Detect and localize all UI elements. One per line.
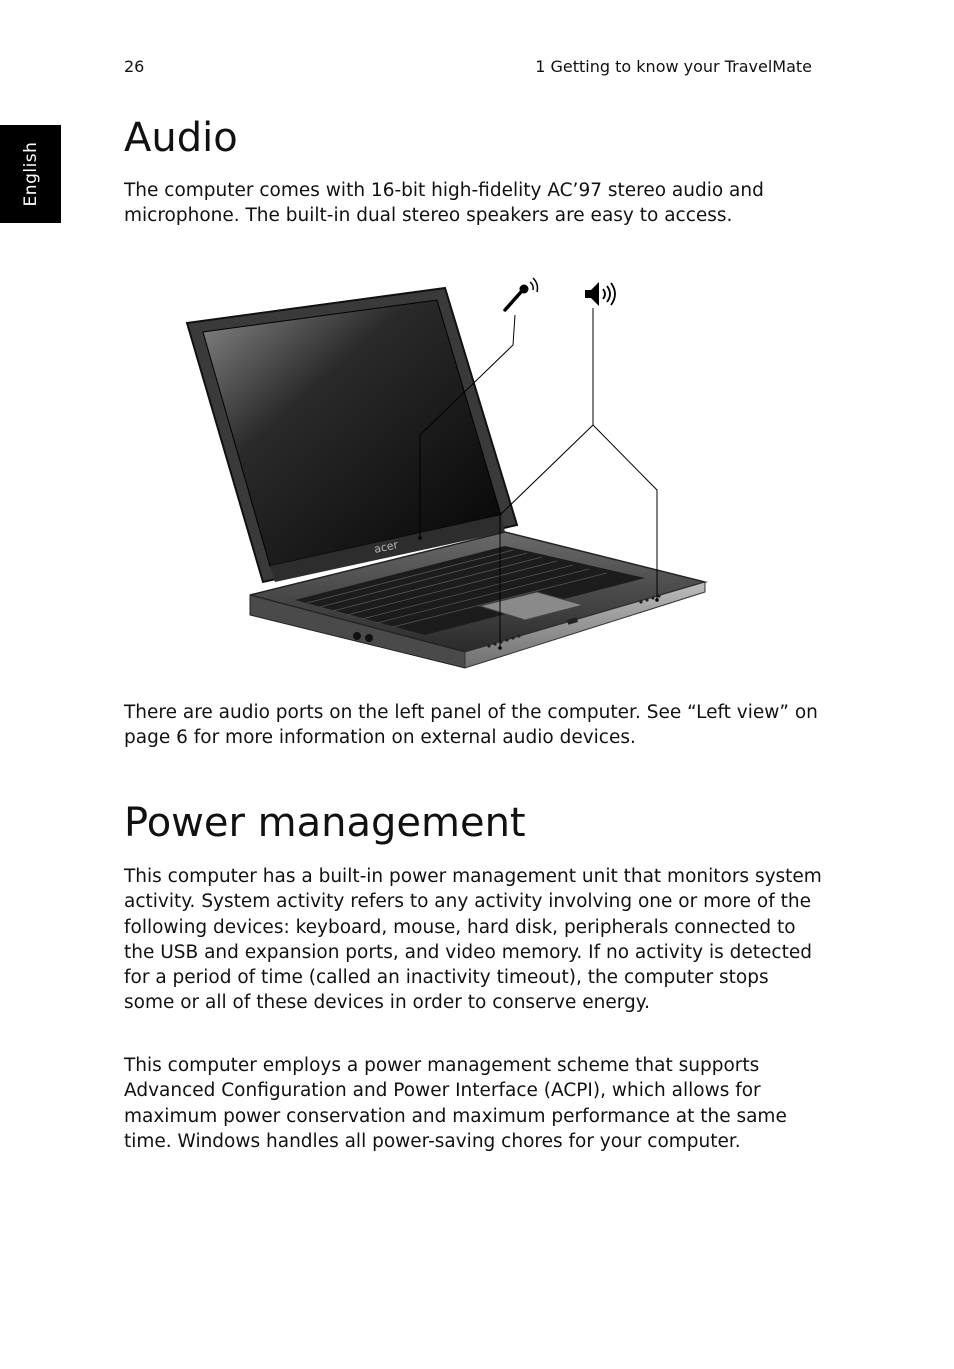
audio-ports-paragraph: There are audio ports on the left panel of the computer. See “Left view” on page 6 for more information on external audio devices.	[124, 702, 818, 749]
audio-heading: Audio	[124, 115, 238, 161]
language-tab	[0, 125, 61, 223]
microphone-icon	[505, 278, 538, 310]
speaker-icon	[585, 282, 615, 306]
laptop-audio-figure	[175, 270, 720, 675]
laptop-lid	[187, 288, 517, 582]
audio-intro-paragraph: The computer comes with 16-bit high-fidelity AC’97 stereo audio and microphone. The built-in dual stereo speakers are easy to access.	[124, 180, 764, 227]
page-number: 26	[124, 57, 145, 76]
chapter-title: 1 Getting to know your TravelMate	[535, 57, 812, 76]
power-management-heading: Power management	[124, 800, 526, 846]
language-tab-label: English	[20, 141, 41, 207]
power-paragraph-1: This computer has a built-in power management unit that monitors system activity. System activity refers to any activity involving one or more of the following devices: keyboard, mouse, hard disk, peripherals connected to the USB and expansion ports, and video memory. If no activity is detected for a period of time (called an inactivity timeout), the computer stops some or all of these devices in order to conserve energy.	[124, 866, 822, 1014]
laptop-brand-mark: acer	[372, 538, 400, 556]
power-paragraph-2: This computer employs a power management scheme that supports Advanced Configuration and Power Interface (ACPI), which allows for maximum power conservation and maximum performance at the same time. Windows handles all power-saving chores for your computer.	[124, 1055, 787, 1152]
